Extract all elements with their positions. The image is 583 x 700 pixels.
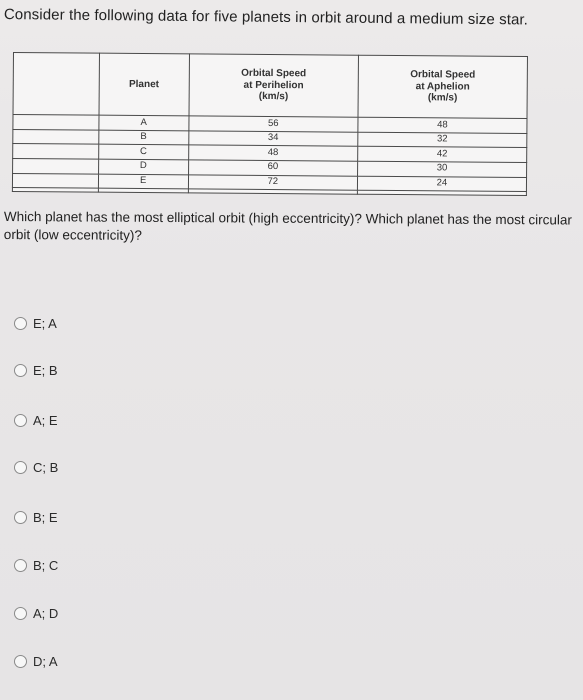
aphelion-cell: 32 — [358, 132, 527, 148]
radio-button[interactable] — [14, 559, 27, 572]
aphelion-cell: 30 — [357, 161, 526, 177]
planet-cell: B — [98, 130, 188, 145]
perihelion-cell: 48 — [188, 145, 357, 161]
option-label: B; E — [33, 510, 58, 525]
perihelion-cell: 34 — [189, 131, 358, 147]
header-perihelion: Orbital Speed at Perihelion (km/s) — [189, 54, 359, 117]
aphelion-cell: 42 — [358, 147, 527, 163]
option-e-a[interactable] — [14, 316, 57, 331]
question-prompt: Consider the following data for five planets in orbit around a medium size star. — [3, 6, 529, 29]
perihelion-cell: 56 — [189, 116, 358, 132]
planet-data-table-container — [12, 52, 528, 196]
option-a-e[interactable] — [14, 413, 58, 428]
radio-button[interactable] — [14, 655, 27, 668]
option-label: E; A — [33, 316, 57, 331]
table-header-row — [13, 53, 527, 119]
planet-data-table — [12, 52, 528, 196]
option-e-b[interactable] — [14, 363, 58, 378]
perihelion-cell: 72 — [188, 175, 357, 191]
header-planet: Planet — [99, 53, 190, 116]
header-aphelion: Orbital Speed at Aphelion (km/s) — [358, 55, 528, 118]
option-b-c[interactable] — [14, 558, 58, 573]
radio-button[interactable] — [14, 317, 27, 330]
radio-button[interactable] — [14, 461, 27, 474]
radio-button[interactable] — [14, 414, 27, 427]
option-c-b[interactable] — [14, 460, 58, 475]
option-label: B; C — [33, 558, 59, 573]
option-d-a[interactable] — [14, 654, 58, 669]
perihelion-cell: 60 — [188, 160, 357, 176]
option-label: D; A — [33, 654, 58, 669]
option-label: C; B — [33, 460, 59, 475]
planet-cell: D — [98, 159, 188, 174]
option-label: A; E — [33, 413, 58, 428]
planet-cell: A — [99, 115, 189, 130]
radio-button[interactable] — [14, 607, 27, 620]
radio-button[interactable] — [14, 511, 27, 524]
planet-cell: C — [98, 145, 188, 160]
planet-cell: E — [98, 174, 188, 189]
question-text: Which planet has the most elliptical orbit (high eccentricity)? Which planet has the most circular orbit (low eccentricity)? — [3, 208, 572, 243]
option-label: A; D — [33, 606, 59, 621]
option-b-e[interactable] — [14, 510, 58, 525]
radio-button[interactable] — [14, 364, 27, 377]
option-label: E; B — [33, 363, 58, 378]
option-a-d[interactable] — [14, 606, 58, 621]
aphelion-cell: 48 — [358, 117, 527, 133]
table-header-empty — [13, 53, 99, 116]
aphelion-cell: 24 — [357, 176, 526, 192]
